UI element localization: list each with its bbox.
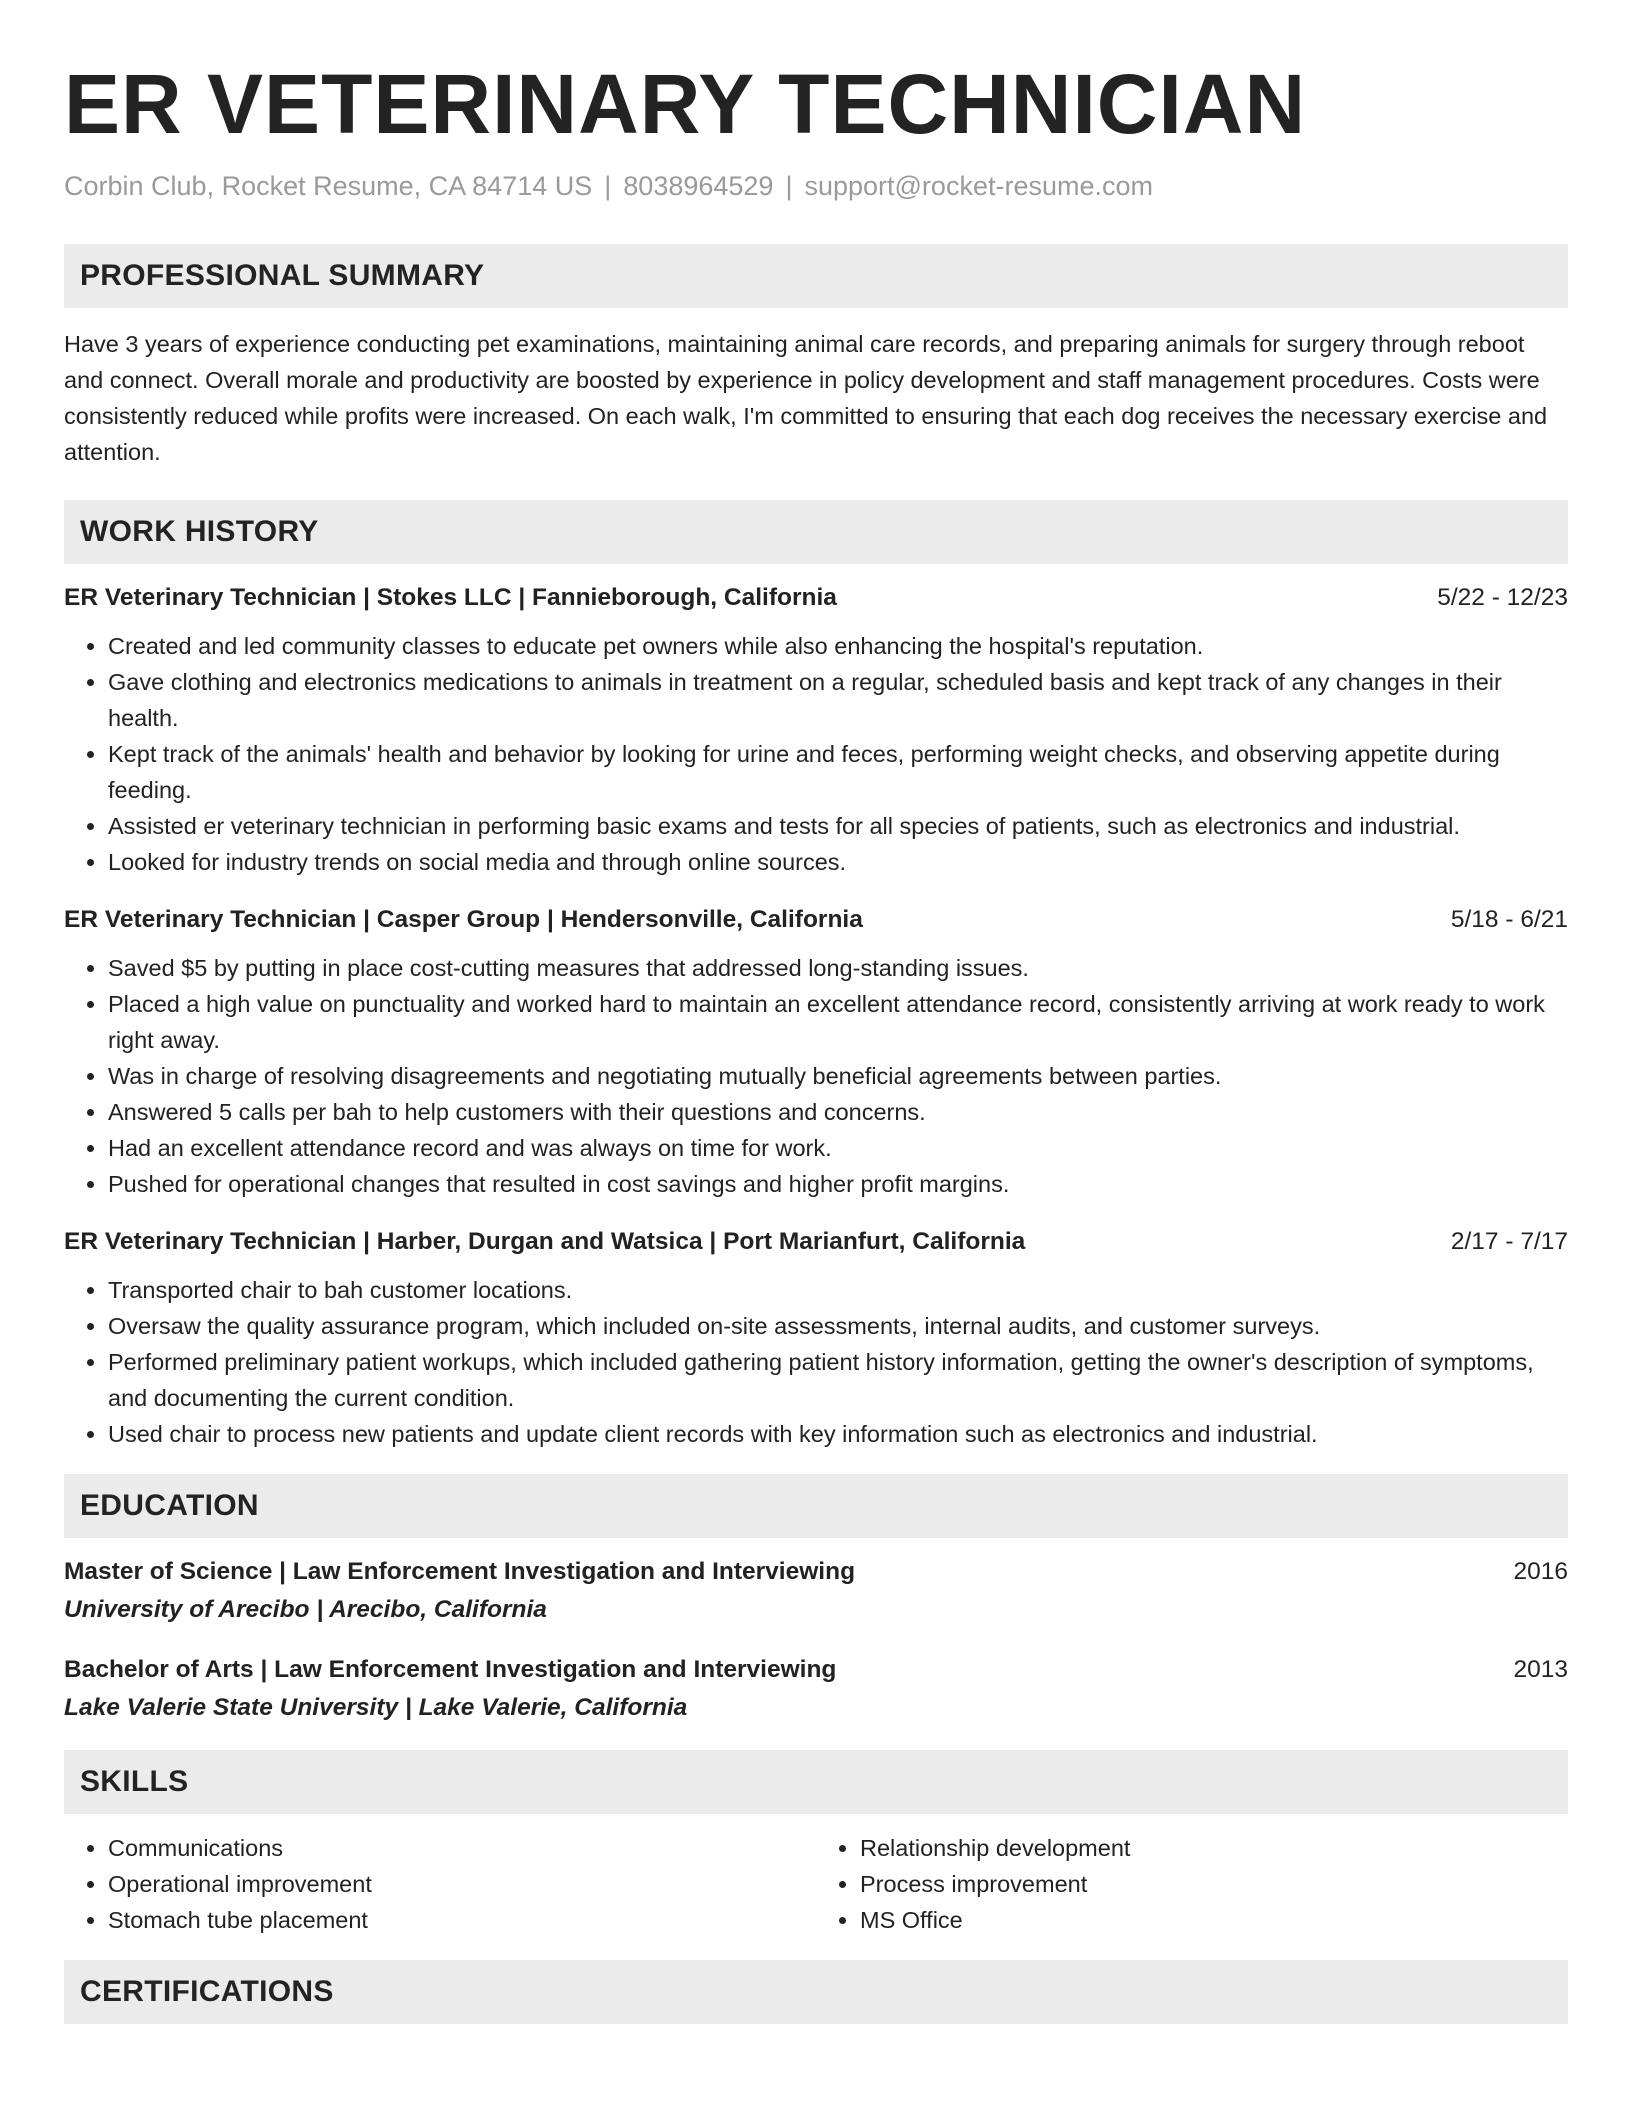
degree-title: Bachelor of Arts | Law Enforcement Investigation and Interviewing <box>64 1656 837 1683</box>
job-title: ER Veterinary Technician | Stokes LLC | Fannieborough, California <box>64 584 837 611</box>
graduation-year: 2013 <box>1513 1656 1568 1683</box>
job-title: ER Veterinary Technician | Harber, Durgan and Watsica | Port Marianfurt, California <box>64 1228 1026 1255</box>
graduation-year: 2016 <box>1513 1558 1568 1585</box>
education-header <box>64 1554 1568 1590</box>
contact-separator: | <box>785 171 793 201</box>
job-bullet: • Answered 5 calls per bah to help customers with their questions and concerns. <box>108 1094 1568 1130</box>
job-bullets <box>64 950 1568 1202</box>
job-bullet: • Gave clothing and electronics medications to animals in treatment on a regular, scheduled basis and kept track of any changes in their health. <box>108 664 1568 736</box>
section-heading-skills: SKILLS <box>64 1750 1568 1814</box>
job-bullet: • Kept track of the animals' health and behavior by looking for urine and feces, performing weight checks, and observing appetite during feeding. <box>108 736 1568 808</box>
section-heading-summary: PROFESSIONAL SUMMARY <box>64 244 1568 308</box>
skill-item: • Stomach tube placement <box>108 1902 816 1938</box>
degree-title: Master of Science | Law Enforcement Investigation and Interviewing <box>64 1558 856 1585</box>
job-bullet: • Had an excellent attendance record and was always on time for work. <box>108 1130 1568 1166</box>
job-header <box>64 902 1568 938</box>
school-name: Lake Valerie State University | Lake Valerie, California <box>64 1694 688 1721</box>
job-bullet: • Placed a high value on punctuality and worked hard to maintain an excellent attendance record, consistently arriving at work ready to work right away. <box>108 986 1568 1058</box>
contact-phone: 8038964529 <box>623 171 774 201</box>
skills-column-left <box>64 1830 816 1938</box>
education-entry <box>64 1652 1568 1728</box>
summary-text: Have 3 years of experience conducting pet examinations, maintaining animal care records, and preparing animals for surgery through reboot and connect. Overall morale and productivity are boosted by experience in policy development and staff management procedures. Costs were consistently reduced while profits were increased. On each walk, I'm committed to ensuring that each dog receives the necessary exercise and attention. <box>64 331 1548 465</box>
job-bullet: • Transported chair to bah customer locations. <box>108 1272 1568 1308</box>
section-heading-education: EDUCATION <box>64 1474 1568 1538</box>
contact-line <box>64 166 1568 206</box>
job-bullet: • Looked for industry trends on social media and through online sources. <box>108 844 1568 880</box>
contact-address: Corbin Club, Rocket Resume, CA 84714 US <box>64 171 593 201</box>
job-bullet: • Assisted er veterinary technician in performing basic exams and tests for all species of patients, such as electronics and industrial. <box>108 808 1568 844</box>
skill-item: • Operational improvement <box>108 1866 816 1902</box>
candidate-name: ER VETERINARY TECHNICIAN <box>64 57 1307 151</box>
education-entry <box>64 1554 1568 1630</box>
skill-item: • Relationship development <box>860 1830 1568 1866</box>
skill-item: • Communications <box>108 1830 816 1866</box>
section-heading-work-history: WORK HISTORY <box>64 500 1568 564</box>
skill-item: • Process improvement <box>860 1866 1568 1902</box>
job-entry <box>64 580 1568 880</box>
job-entry <box>64 1224 1568 1452</box>
section-heading-certifications: CERTIFICATIONS <box>64 1960 1568 2024</box>
skill-item: • MS Office <box>860 1902 1568 1938</box>
job-bullets <box>64 1272 1568 1452</box>
job-dates: 2/17 - 7/17 <box>1450 1228 1568 1255</box>
job-bullet: • Pushed for operational changes that resulted in cost savings and higher profit margins. <box>108 1166 1568 1202</box>
job-bullet: • Used chair to process new patients and update client records with key information such as electronics and industrial. <box>108 1416 1568 1452</box>
job-dates: 5/22 - 12/23 <box>1437 584 1568 611</box>
job-dates: 5/18 - 6/21 <box>1450 906 1568 933</box>
job-bullets <box>64 628 1568 880</box>
job-bullet: • Created and led community classes to educate pet owners while also enhancing the hospital's reputation. <box>108 628 1568 664</box>
job-header <box>64 580 1568 616</box>
education-header <box>64 1652 1568 1688</box>
skills-column-right <box>816 1830 1568 1938</box>
job-title: ER Veterinary Technician | Casper Group | Hendersonville, California <box>64 906 863 933</box>
contact-email: support@rocket-resume.com <box>804 171 1153 201</box>
job-bullet: • Was in charge of resolving disagreements and negotiating mutually beneficial agreements between parties. <box>108 1058 1568 1094</box>
job-header <box>64 1224 1568 1260</box>
contact-separator: | <box>604 171 612 201</box>
job-entry <box>64 902 1568 1202</box>
job-bullet: • Oversaw the quality assurance program, which included on-site assessments, internal audits, and customer surveys. <box>108 1308 1568 1344</box>
job-bullet: • Saved $5 by putting in place cost-cutting measures that addressed long-standing issues. <box>108 950 1568 986</box>
skills-list <box>64 1830 1568 1938</box>
school-name: University of Arecibo | Arecibo, California <box>64 1596 547 1623</box>
job-bullet: • Performed preliminary patient workups, which included gathering patient history information, getting the owner's description of symptoms, and documenting the current condition. <box>108 1344 1568 1416</box>
